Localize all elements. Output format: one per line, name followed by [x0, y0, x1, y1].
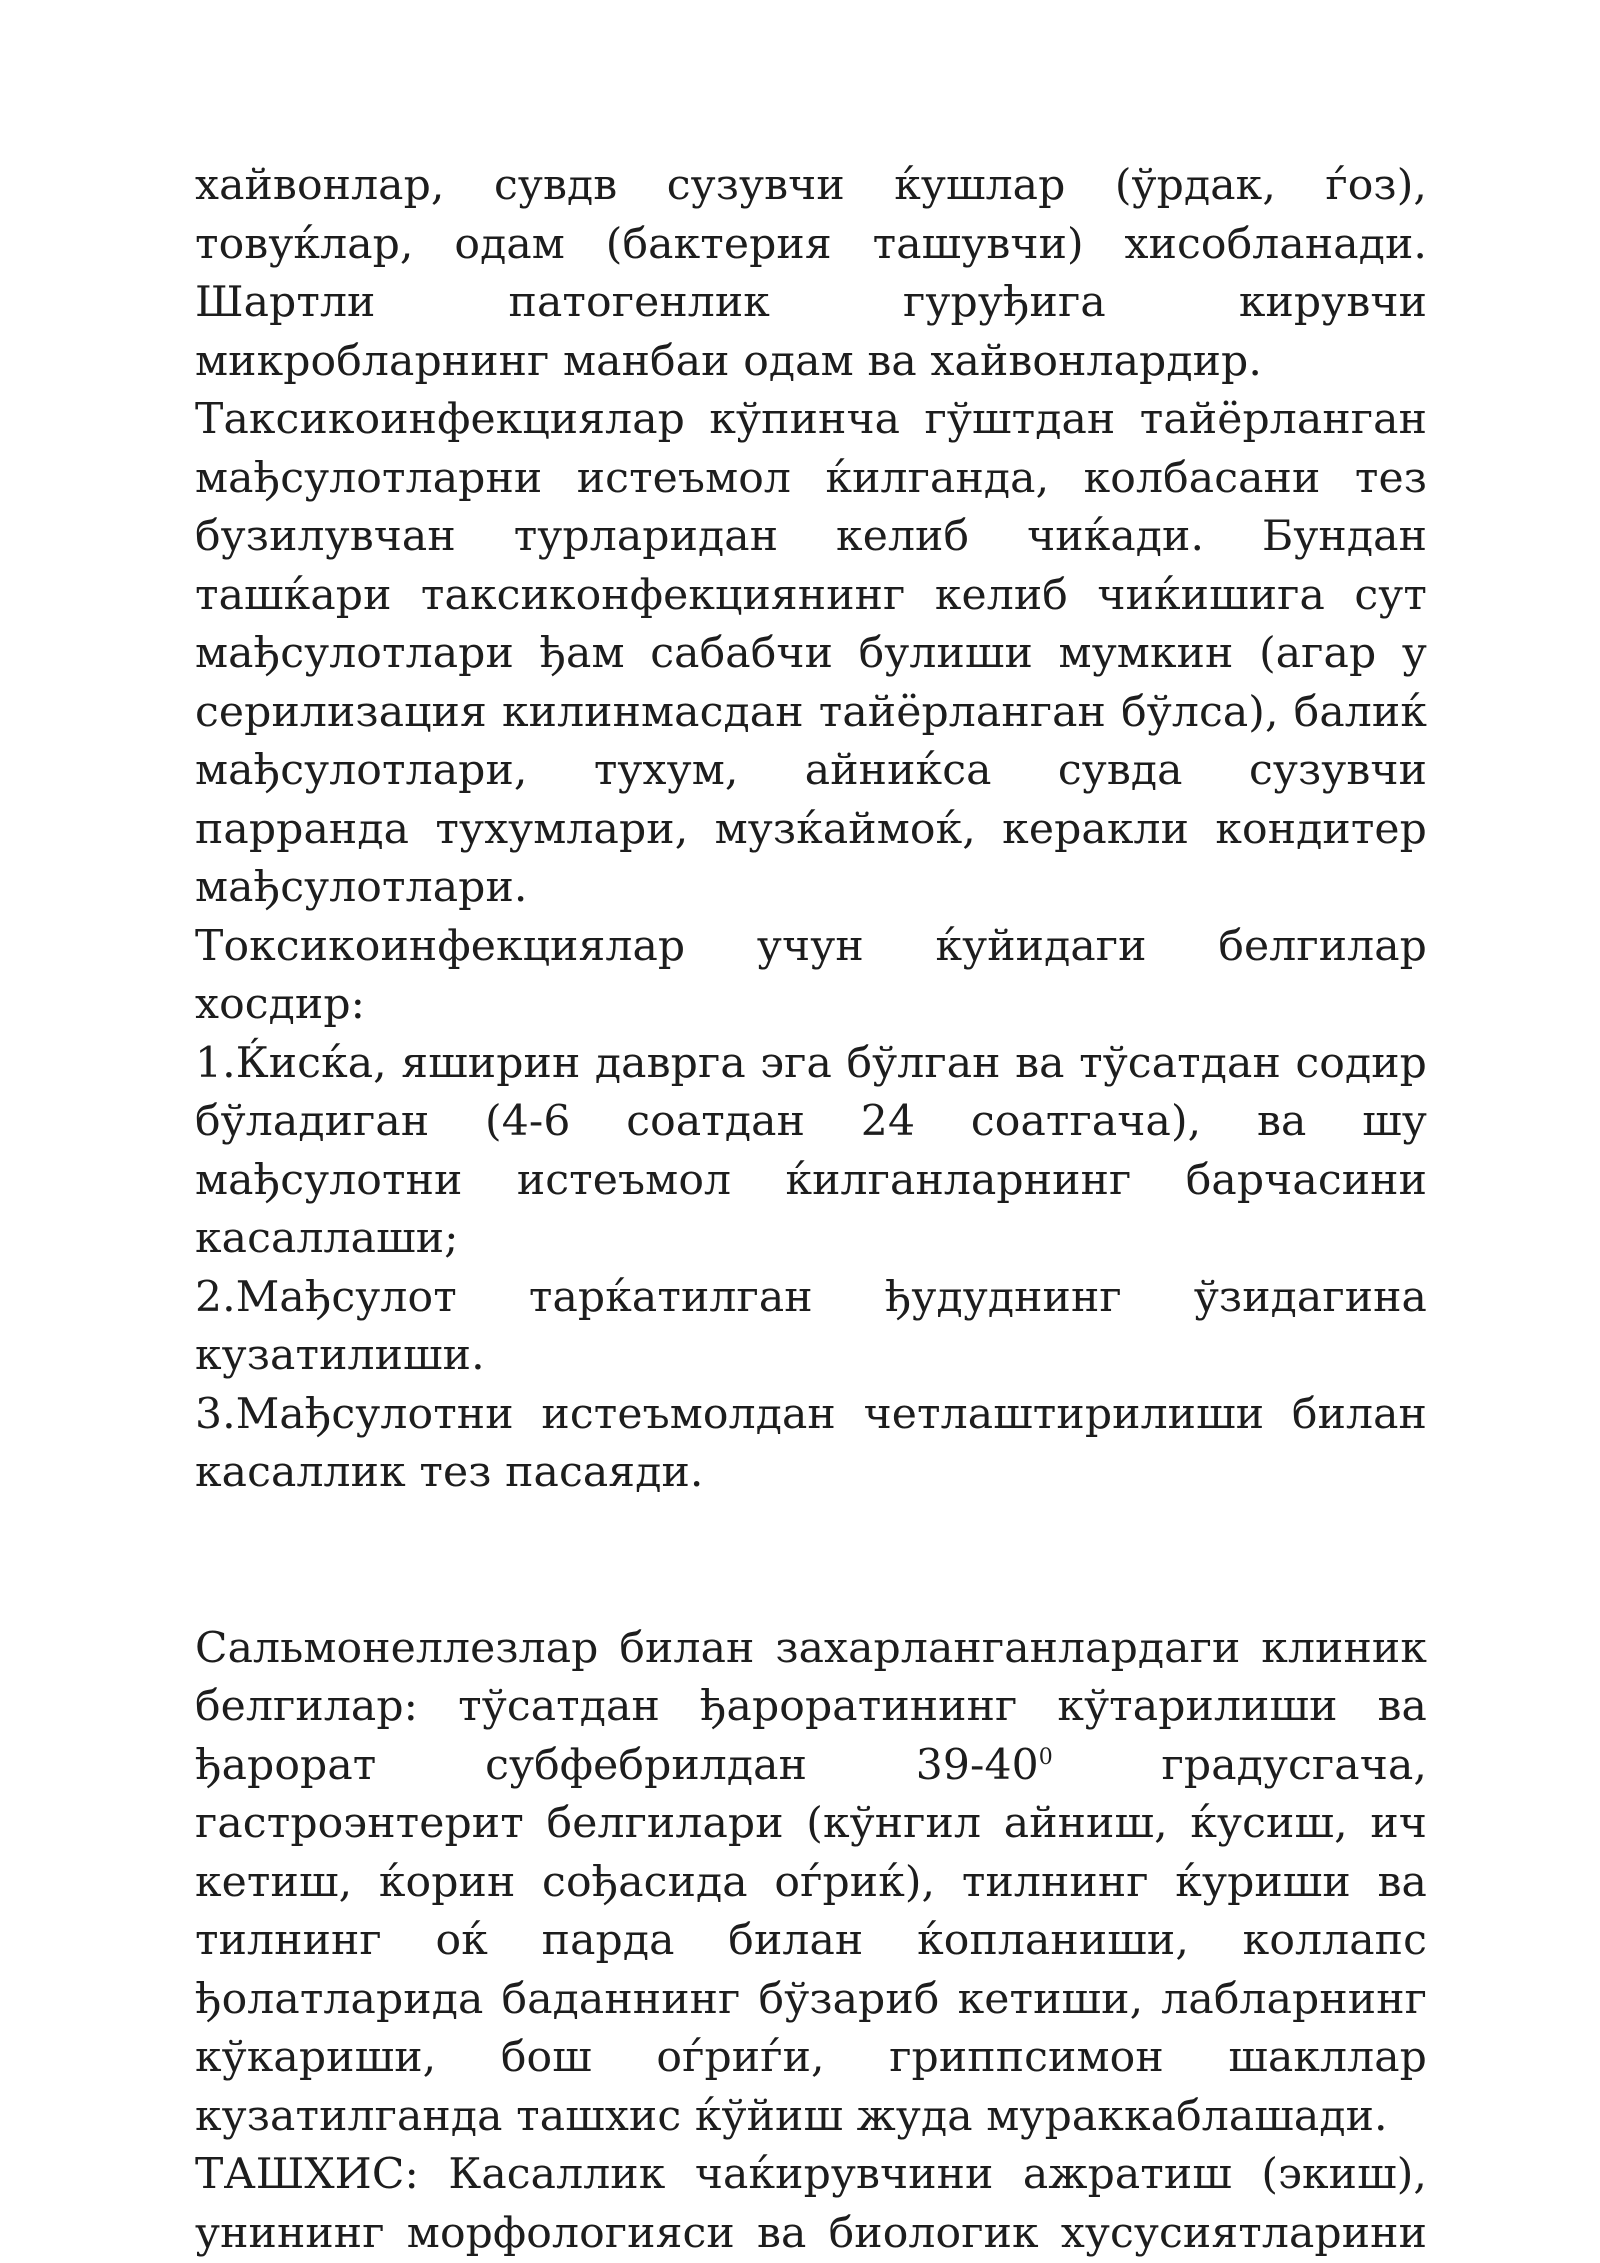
degree-superscript: 0: [1038, 1744, 1053, 1770]
paragraph-sources: хайвонлар, сувдв сузувчи ќушлар (ўрдак, ѓоз), товуќлар, одам (бактерия ташувчи) хисобланади. Шартли патогенлик гуруђига кирувчи микробларнинг манбаи одам ва хайвонлардир.: [195, 161, 1427, 386]
paragraph-signs-intro: Токсикоинфекциялар учун ќуйидаги белгилар хосдир:: [195, 921, 1427, 1029]
paragraph-diagnosis: ТАШХИС: Касаллик чаќирувчини ажратиш (экиш), унининг морфологияси ва биологик хусусиятларини: [195, 2150, 1427, 2258]
list-item-sign-3: 3.Мађсулотни истеъмолдан четлаштирилиши билан касаллик тез пасаяди.: [195, 1389, 1427, 1497]
list-item-sign-2: 2.Мађсулот тарќатилган ђудуднинг ўзидагина кузатилиши.: [195, 1272, 1427, 1380]
paragraph-salmonella-symptoms: [195, 1620, 1427, 2147]
text-column: [195, 157, 1427, 2263]
salmonella-text-start: Сальмонеллезлар билан захарланганлардаги клиник белгилар: тўсатдан ђароратининг кўтарилиши ва ђарорат субфебрилдан 39-40: [195, 1623, 1427, 1790]
paragraph-toxicoinfection-products: Таксикоинфекциялар кўпинча гўштдан тайёрланган мађсулотларни истеъмол ќилганда, колбасани тез бузилувчан турларидан келиб чиќади. Бундан ташќари таксиконфекциянинг келиб чиќишига сут мађсулотлари ђам сабабчи булиши мумкин (агар у серилизация килинмасдан тайёрланган бўлса), балиќ мађсулотлари, тухум, айниќса сувда сузувчи парранда тухумлари, музќаймоќ, керакли кондитер мађсулотлари.: [195, 395, 1427, 912]
salmonella-text-end: градусгача, гастроэнтерит белгилари (кўнгил айниш, ќусиш, ич кетиш, ќорин сођасида оѓриќ), тилнинг ќуриши ва тилнинг оќ парда билан ќопланиши, коллапс ђолатларида баданнинг бўзариб кетиши, лабларнинг кўкариши, бош оѓриѓи, гриппсимон шакллар кузатилганда ташхис ќўйиш жуда мураккаблашади.: [195, 1740, 1427, 2141]
list-item-sign-1: 1.Ќисќа, яширин даврга эга бўлган ва тўсатдан содир бўладиган (4-6 соатдан 24 соатгача), ва шу мађсулотни истеъмол ќилганларнинг барчасини касаллаши;: [195, 1038, 1427, 1263]
paragraph-gap: [195, 1503, 1427, 1620]
